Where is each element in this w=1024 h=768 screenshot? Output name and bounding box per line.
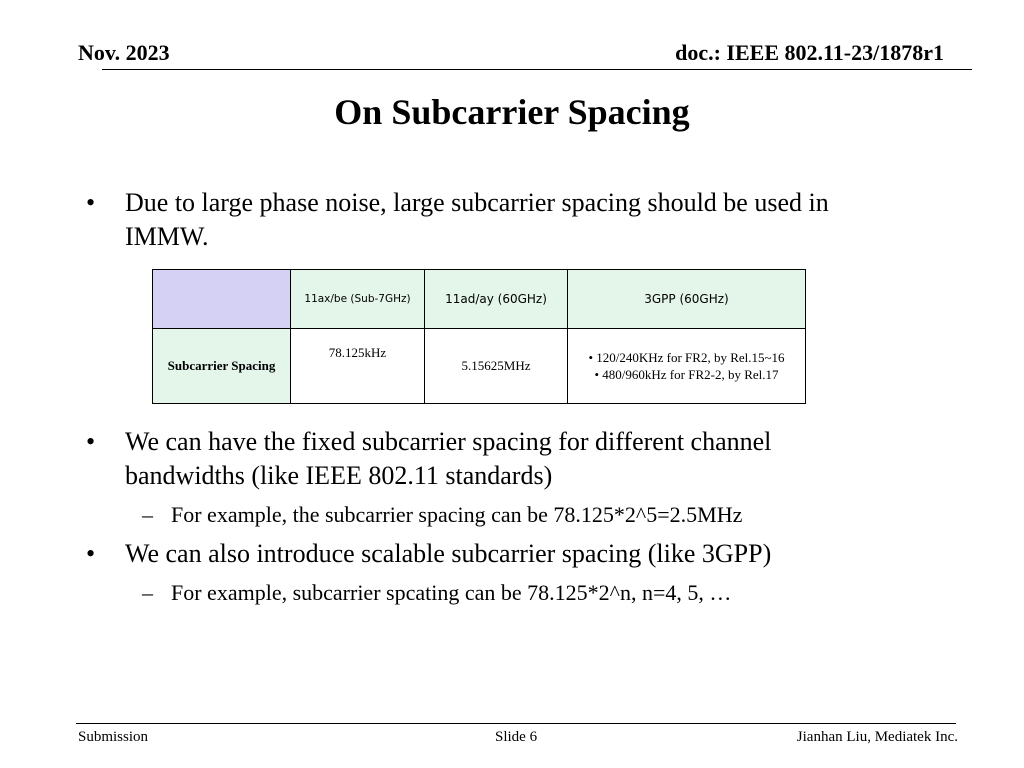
bullet-1-line-1: Due to large phase noise, large subcarrier spacing should be used in: [125, 188, 829, 217]
table-row: [153, 329, 806, 404]
table-cell-11ad-ay: 5.15625MHz: [425, 329, 568, 404]
table-row-label: Subcarrier Spacing: [153, 329, 291, 404]
bullet-3-sub-text: For example, subcarrier spcating can be 78.125*2^n, n=4, 5, …: [171, 580, 732, 605]
table-corner-cell: [153, 270, 291, 329]
table-header-11ad-ay: 11ad/ay (60GHz): [425, 270, 568, 329]
bullet-1-line-2: IMMW.: [125, 222, 209, 251]
table-cell-3gpp-line-2: • 480/960kHz for FR2-2, by Rel.17: [594, 367, 779, 382]
bullet-2-line-1: We can have the fixed subcarrier spacing for different channel: [125, 427, 772, 456]
bullet-2-sub-text: For example, the subcarrier spacing can be 78.125*2^5=2.5MHz: [171, 502, 743, 527]
footer-slide-number: Slide 6: [495, 729, 538, 745]
slide-title: On Subcarrier Spacing: [334, 92, 690, 132]
footer-author: Jianhan Liu, Mediatek Inc.: [796, 729, 958, 745]
table-cell-11ax-be: 78.125kHz: [291, 329, 425, 404]
table-cell-3gpp-line-1: • 120/240KHz for FR2, by Rel.15~16: [588, 350, 785, 365]
bullet-marker: •: [86, 188, 96, 217]
table-header-3gpp: 3GPP (60GHz): [568, 270, 806, 329]
table-cell-3gpp: [568, 329, 806, 404]
sub-bullet-marker: –: [142, 580, 153, 605]
sub-bullet-marker: –: [142, 502, 153, 527]
table-header-row: [153, 270, 806, 329]
footer-submission: Submission: [78, 729, 149, 745]
bullet-marker: •: [86, 427, 96, 456]
bullet-3-line-1: We can also introduce scalable subcarrier spacing (like 3GPP): [125, 539, 772, 568]
table-header-11ax-be: 11ax/be (Sub-7GHz): [291, 270, 425, 329]
subcarrier-spacing-table: [152, 269, 806, 404]
header-divider: [102, 69, 972, 70]
footer-divider: [76, 723, 956, 724]
header-doc-id: doc.: IEEE 802.11-23/1878r1: [675, 40, 944, 65]
bullet-2-line-2: bandwidths (like IEEE 802.11 standards): [125, 461, 553, 490]
header-date: Nov. 2023: [78, 40, 170, 65]
bullet-marker: •: [86, 539, 96, 568]
